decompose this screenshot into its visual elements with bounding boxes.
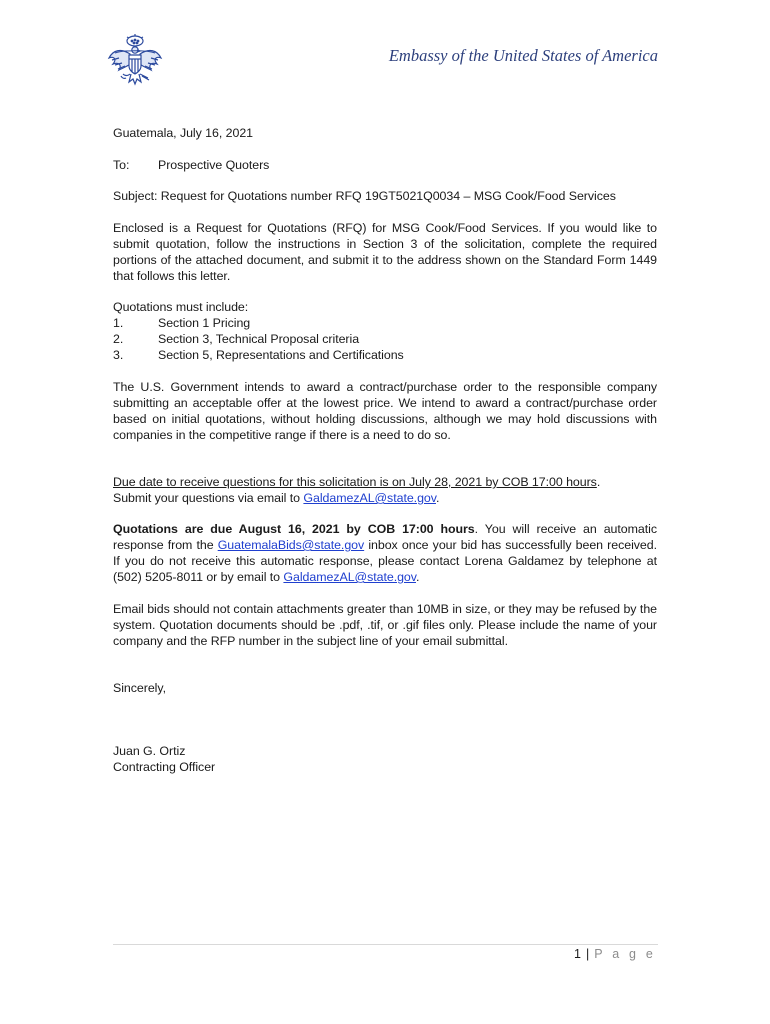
questions-email-link[interactable]: GaldamezAL@state.gov: [303, 491, 436, 505]
bids-email-link[interactable]: GuatemalaBids@state.gov: [217, 538, 365, 552]
list-number: 1.: [113, 316, 124, 330]
to-line: [113, 157, 657, 173]
email-bids-paragraph: Email bids should not contain attachments greater than 10MB in size, or they may be refused by the system. Quotation documents should be .pdf, .tif, or .gif files only. Please include the name of your company and the RFP number in the subject line of your email submittal.: [113, 602, 657, 648]
award-paragraph: The U.S. Government intends to award a contract/purchase order to the responsible company submitting an acceptable offer at the lowest price. We intend to award a contract/purchase order based on initial quotations, without holding discussions, although we may hold discussions with companies in the competitive range if there is a need to do so.: [113, 380, 657, 442]
questions-submit-line: [113, 490, 657, 506]
contact-email-link[interactable]: GaldamezAL@state.gov: [283, 570, 416, 584]
page-number: 1: [574, 947, 581, 961]
list-item: [113, 315, 657, 331]
signer-name: Juan G. Ortiz: [113, 744, 186, 758]
list-number: 2.: [113, 332, 124, 346]
quotations-due-bold: Quotations are due August 16, 2021 by COB 17:00 hours: [113, 522, 475, 536]
questions-due-line: [113, 474, 657, 490]
intro-paragraph: Enclosed is a Request for Quotations (RFQ) for MSG Cook/Food Services. If you would like to submit quotation, follow the instructions in Section 3 of the solicitation, complete the required portions of the attached document, and submit it to the address shown on the Standard Form 1449 that follows this letter.: [113, 221, 657, 283]
quotations-due-after-bids: inbox once your bid has successfully been received. If you do not receive this automatic response, please contact Lorena Galdamez by telephone at (502) 5205-8011 or by email to: [113, 538, 657, 584]
date-line: Guatemala, July 16, 2021: [113, 126, 254, 140]
signer-title: Contracting Officer: [113, 760, 216, 774]
closing: Sincerely,: [113, 681, 166, 695]
must-include-section: [113, 299, 657, 363]
list-item: [113, 331, 657, 347]
list-text: Section 1 Pricing: [158, 316, 251, 330]
footer-separator: |: [585, 947, 590, 961]
questions-due-text: Due date to receive questions for this solicitation is on July 28, 2021 by COB 17:00 hours: [113, 475, 597, 489]
to-value: Prospective Quoters: [158, 158, 270, 172]
list-item: [113, 347, 657, 363]
to-label: To:: [113, 158, 130, 172]
list-text: Section 3, Technical Proposal criteria: [158, 332, 360, 346]
subject-line: Subject: Request for Quotations number RFQ 19GT5021Q0034 – MSG Cook/Food Services: [113, 189, 616, 203]
quotations-due-end: .: [416, 570, 420, 584]
list-text: Section 5, Representations and Certifications: [158, 348, 404, 362]
submit-prefix: Submit your questions via email to: [113, 491, 304, 505]
quotations-due-after-bold: . You will receive an automatic response from the: [113, 522, 657, 552]
signature-block: [113, 743, 657, 775]
footer-divider: [113, 944, 658, 945]
great-seal-icon: [107, 32, 163, 86]
embassy-name: Embassy of the United States of America: [388, 46, 658, 65]
must-include-heading: Quotations must include:: [113, 300, 249, 314]
list-number: 3.: [113, 348, 124, 362]
page-word: P a g e: [594, 947, 656, 961]
questions-paragraph: [113, 474, 657, 506]
submit-suffix: .: [435, 491, 440, 505]
quotations-due-paragraph: [113, 521, 657, 585]
page-footer: [574, 947, 656, 961]
questions-due-period: .: [596, 475, 601, 489]
